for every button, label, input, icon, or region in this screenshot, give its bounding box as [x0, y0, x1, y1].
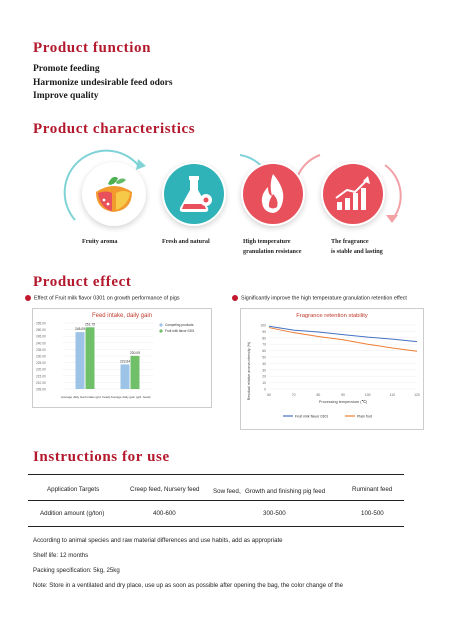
- y-tick-label: 230.00: [36, 354, 46, 359]
- chart-title: Fragrance retention stability: [296, 313, 368, 319]
- bar: [131, 356, 140, 389]
- y-tick-label: 20: [262, 374, 266, 379]
- y-tick-label: 245.00: [36, 334, 46, 339]
- effect-caption-left: Effect of Fruit milk flavor 0301 on growth performance of pigs: [25, 295, 180, 301]
- legend-marker: [159, 323, 162, 326]
- function-item: Harmonize undesirable feed odors: [33, 77, 173, 88]
- bar: [121, 364, 130, 389]
- data-label: 223.64: [119, 359, 131, 364]
- y-tick-label: 10: [262, 381, 266, 386]
- y-tick-label: 80: [262, 336, 266, 341]
- data-label: 248.09: [74, 327, 86, 332]
- fruit-icon: [82, 162, 146, 226]
- y-tick-label: 60: [262, 349, 266, 354]
- y-tick-label: 0: [264, 387, 266, 392]
- function-item: Promote feeding: [33, 64, 100, 74]
- line-chart: [240, 308, 424, 430]
- y-tick-label: 225.00: [36, 361, 46, 366]
- legend-label: Competing products: [165, 323, 194, 327]
- function-title: Product function: [33, 40, 152, 56]
- note-line: Note: Store in a ventilated and dry place, use up as soon as possible after opening the bag, the color change of the: [33, 582, 343, 589]
- note-line: According to animal species and raw material differences and use habits, add as appropriate: [33, 537, 283, 544]
- growth-chart-icon: [321, 162, 385, 226]
- data-label: 251.75: [84, 322, 96, 327]
- bullet-dot-icon: [25, 295, 31, 301]
- y-tick-label: 70: [262, 342, 266, 347]
- table-rule: [28, 500, 404, 501]
- table-rule: [28, 474, 404, 475]
- y-tick-label: 210.00: [36, 380, 46, 385]
- legend-label: Plain fruit: [357, 414, 372, 419]
- y-tick-label: 100: [260, 323, 266, 328]
- x-tick-label: 110: [389, 393, 396, 397]
- flask-flower-icon: [162, 162, 226, 226]
- x-tick-label: 70: [291, 393, 296, 397]
- chart-title: Feed intake, daily gain: [91, 313, 153, 319]
- characteristic-label: High temperature granulation resistance: [243, 238, 302, 255]
- effect-caption-right: Significantly improve the high temperature granulation retention effect: [232, 295, 407, 301]
- characteristic-label: The fragrance is stable and lasting: [331, 238, 383, 255]
- table-cell: 100-500: [361, 510, 384, 517]
- y-tick-label: 240.00: [36, 341, 46, 346]
- table-cell: Addition amount (g/ton): [40, 510, 105, 517]
- x-axis-label: Processing temperature (℃): [318, 400, 368, 404]
- y-tick-label: 215.00: [36, 374, 46, 379]
- legend-label: Fruit milk flavor 0301: [295, 414, 329, 419]
- arrow-head-icon: [386, 215, 398, 223]
- y-tick-label: 255.00: [36, 321, 46, 326]
- y-tick-label: 220.00: [36, 367, 46, 372]
- table-cell: 400-600: [153, 510, 176, 517]
- x-tick-label: 120: [414, 393, 420, 397]
- y-tick-label: 205.00: [36, 387, 46, 392]
- note-line: Shelf life: 12 months: [33, 552, 89, 559]
- function-list: [33, 63, 173, 104]
- y-tick-label: 250.00: [36, 328, 46, 333]
- table-rule: [28, 526, 404, 527]
- flame-icon: [241, 162, 305, 226]
- arrow-head-icon: [136, 159, 146, 170]
- legend-marker: [159, 329, 162, 332]
- characteristic-label: Fresh and natural: [162, 238, 210, 245]
- bar: [76, 332, 85, 389]
- bar-chart: [32, 308, 212, 408]
- y-tick-label: 235.00: [36, 347, 46, 352]
- legend-label: Fruit milk flavor 0301: [165, 329, 195, 333]
- x-tick-label: 90: [341, 393, 345, 397]
- x-tick-label: 80: [316, 393, 321, 397]
- table-cell: 300-500: [263, 510, 286, 517]
- table-cell: Application Targets: [47, 486, 100, 493]
- function-item: Improve quality: [33, 91, 99, 101]
- arc-decoration: [385, 165, 401, 220]
- note-line: Packing specification: 5kg, 25kg: [33, 567, 120, 574]
- y-tick-label: 50: [262, 355, 266, 360]
- characteristic-label: Fruity aroma: [82, 238, 118, 245]
- table-cell: Creep feed, Nursery feed: [130, 486, 200, 493]
- x-tick-label: 60: [267, 393, 271, 397]
- instructions-title: Instructions for use: [33, 449, 170, 465]
- x-tick-label: 100: [364, 393, 371, 397]
- bar: [86, 327, 95, 389]
- table-cell: Ruminant feed: [352, 486, 393, 493]
- table-cell: Sow feed、Growth and finishing pig feed: [213, 488, 326, 495]
- y-tick-label: 30: [262, 368, 266, 373]
- data-label: 230.09: [129, 350, 141, 355]
- effect-title: Product effect: [33, 274, 132, 290]
- x-tick-label: Average daily feed intake (g/d, head): [61, 395, 110, 399]
- y-tick-label: 40: [262, 361, 266, 366]
- characteristics-title: Product characteristics: [33, 121, 196, 137]
- y-axis-label: Residual relative aroma intensity (%): [247, 341, 251, 401]
- x-tick-label: Average daily gain (g/d, head): [110, 395, 151, 399]
- y-tick-label: 90: [262, 329, 266, 334]
- bullet-dot-icon: [232, 295, 238, 301]
